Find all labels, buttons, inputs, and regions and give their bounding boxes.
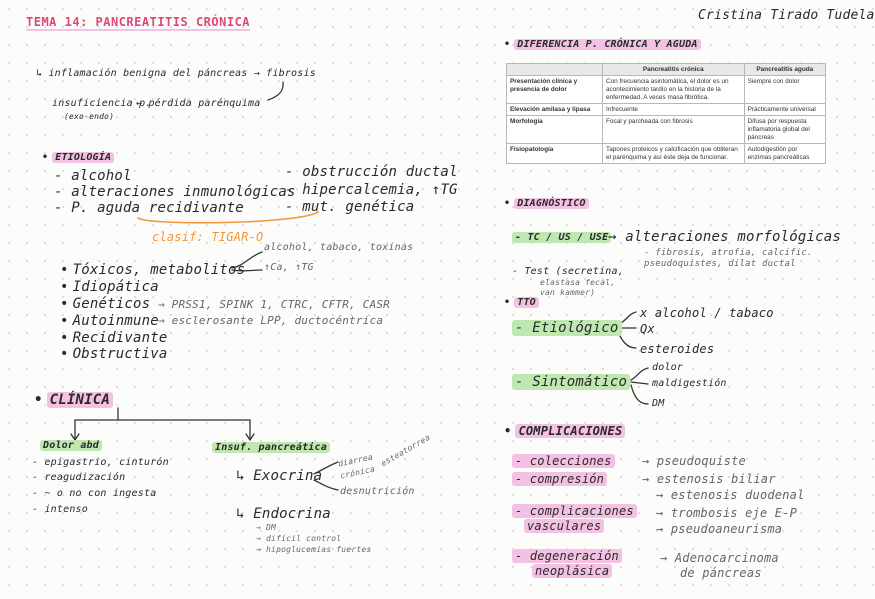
tigar-item-toxicos: • Tóxicos, metabolitos — [60, 262, 245, 278]
etiologia-right-1: - obstrucción ductal — [285, 164, 458, 180]
complicacion-colecciones: - colecciones — [512, 454, 615, 468]
table-header-cell: Pancreatitis aguda — [744, 64, 825, 76]
tto-sintomatico: - Sintomático — [512, 374, 630, 390]
intro-exo-endo: (exo-endo) — [64, 112, 115, 121]
intro-definition: ↳ inflamación benigna del páncreas → fibrosis — [36, 68, 316, 79]
table-row — [507, 116, 826, 144]
clinica-heading: • CLÍNICA — [34, 392, 113, 408]
vasculares-note-pseudoaneurisma: → pseudoaneurisma — [656, 522, 783, 536]
table-row — [507, 104, 826, 116]
diagnostico-test-2: elastasa fecal, — [540, 278, 616, 287]
exo-note-diarrea: diarrea — [337, 452, 374, 469]
table-cell: Presentación clínica y presencia de dolor — [507, 76, 603, 104]
colecciones-note: → pseudoquiste — [642, 454, 746, 468]
tigar-item-recidivante: • Recidivante — [60, 330, 168, 346]
table-header-cell: Pancreatitis crónica — [603, 64, 745, 76]
dolor-item-2: - reagudización — [32, 472, 126, 483]
author-name: Cristina Tirado Tudela — [698, 8, 875, 23]
endo-note-dm: → DM — [256, 523, 277, 532]
complicacion-vasculares: - complicaciones — [512, 504, 637, 518]
table-cell: Con frecuencia asintomática, el dolor es un acontecimiento tardío en la historia de la enfermedad. A veces masa fibrótica. — [603, 76, 745, 104]
complicacion-compresion: - compresión — [512, 472, 607, 486]
endo-note-control: → difícil control — [256, 534, 342, 543]
sinto-item-dolor: dolor — [652, 362, 684, 373]
intro-insuficiencia: insuficiencia p. — [52, 98, 152, 109]
table-cell: Difusa por respuesta inflamatoria global del páncreas — [744, 116, 825, 144]
dolor-heading: Dolor abd — [40, 440, 102, 451]
table-cell: Prácticamente universal — [744, 104, 825, 116]
tigar-o-label: clasif: TIGAR-O — [152, 230, 264, 244]
table-cell: Autodigestión por enzimas pancreáticas — [744, 144, 825, 164]
tto-etiologico: - Etiológico — [512, 320, 622, 336]
table-cell: Infrecuente — [603, 104, 745, 116]
toxicos-note: alcohol, tabaco, toxinas — [264, 242, 414, 253]
page-title: TEMA 14: PANCREATITIS CRÓNICA — [26, 15, 251, 29]
table-cell: Elevación amilasa y lipasa — [507, 104, 603, 116]
sinto-item-maldigestion: maldigestión — [652, 378, 727, 389]
table-cell: Morfología — [507, 116, 603, 144]
comparison-table — [506, 63, 826, 164]
complicacion-vasculares-2: vasculares — [524, 519, 604, 533]
tigar-item-obstructiva: • Obstructiva — [60, 346, 168, 362]
table-cell: Siempre con dolor — [744, 76, 825, 104]
tto-heading: • TTO — [504, 297, 539, 308]
insuf-heading: Insuf. pancreática — [212, 442, 330, 453]
degeneracion-note-2: de páncreas — [680, 566, 762, 580]
table-cell: Tapones proteicos y calcificación que obliteran el parénquima y así éste deja de funcionar. — [603, 144, 745, 164]
autoinmune-note: → esclerosante LPP, ductocéntrica — [158, 314, 384, 327]
etio-item-qx: Qx — [640, 322, 655, 336]
exo-note-desnutricion: desnutrición — [340, 486, 415, 497]
table-cell: Focal y parcheada con fibrosis — [603, 116, 745, 144]
diagnostico-test: - Test (secretina, — [512, 266, 624, 277]
etio-item-alcohol: x alcohol / tabaco — [640, 306, 774, 320]
diagnostico-detail-2: pseudoquistes, dilat ductal — [644, 259, 796, 269]
endo-note-hipoglucemias: → hipoglucemias fuertes — [256, 545, 372, 554]
vasculares-note-trombosis: → trombosis eje E-P — [656, 506, 798, 520]
sinto-item-dm: DM — [652, 398, 665, 409]
diagnostico-heading: • DIAGNÓSTICO — [504, 198, 589, 209]
etiologia-left-1: - alcohol — [54, 168, 132, 184]
exo-note-cronica: crónica — [339, 464, 376, 481]
etiologia-heading: • ETIOLOGÍA — [42, 152, 114, 163]
compresion-note-duodenal: → estenosis duodenal — [656, 488, 805, 502]
dolor-item-3: - ~ o no con ingesta — [32, 488, 157, 499]
endocrina-label: ↳ Endocrina — [236, 506, 331, 522]
intro-perdida: ← pérdida parénquima — [136, 98, 261, 109]
exocrina-label: ↳ Exocrina — [236, 468, 323, 484]
table-row — [507, 144, 826, 164]
etiologia-right-3: - mut. genética — [285, 199, 415, 215]
table-header-cell — [507, 64, 603, 76]
tigar-item-autoinmune: • Autoinmune — [60, 313, 159, 329]
table-row — [507, 76, 826, 104]
metab-note: ↑Ca, ↑TG — [264, 262, 314, 273]
dolor-item-1: - epigastrio, cinturón — [32, 457, 169, 468]
dolor-item-4: - intenso — [32, 504, 88, 515]
complicaciones-heading: • COMPLICACIONES — [504, 424, 625, 438]
diagnostico-test-3: van kammer) — [540, 288, 596, 297]
tigar-item-geneticos: • Genéticos — [60, 296, 150, 312]
etiologia-left-2: - alteraciones inmunológicas — [54, 184, 296, 200]
etio-item-esteroides: esteroides — [640, 342, 715, 356]
table-cell: Fisiopatología — [507, 144, 603, 164]
complicacion-degeneracion-2: neoplásica — [532, 564, 612, 578]
table-header-row — [507, 64, 826, 76]
etiologia-left-3: - P. aguda recidivante — [54, 200, 244, 216]
diferencia-heading: • DIFERENCIA P. CRÓNICA Y AGUDA — [504, 39, 701, 50]
exo-note-esteatorrea: esteatorrea — [379, 432, 432, 469]
diagnostico-imaging-result: → alteraciones morfológicas — [608, 229, 841, 245]
etiologia-right-2: - hipercalcemia, ↑TG — [285, 182, 458, 198]
compresion-note-biliar: → estenosis biliar — [642, 472, 776, 486]
genetic-note: → PRSS1, SPINK 1, CTRC, CFTR, CASR — [158, 298, 390, 311]
diagnostico-detail-1: - fibrosis, atrofia, calcific. — [644, 248, 813, 258]
tigar-item-idiopatica: • Idiopática — [60, 279, 159, 295]
degeneracion-note-1: → Adenocarcinoma — [660, 551, 779, 565]
complicacion-degeneracion: - degeneración — [512, 549, 622, 563]
diagnostico-imaging: - TC / US / USE — [512, 232, 611, 243]
